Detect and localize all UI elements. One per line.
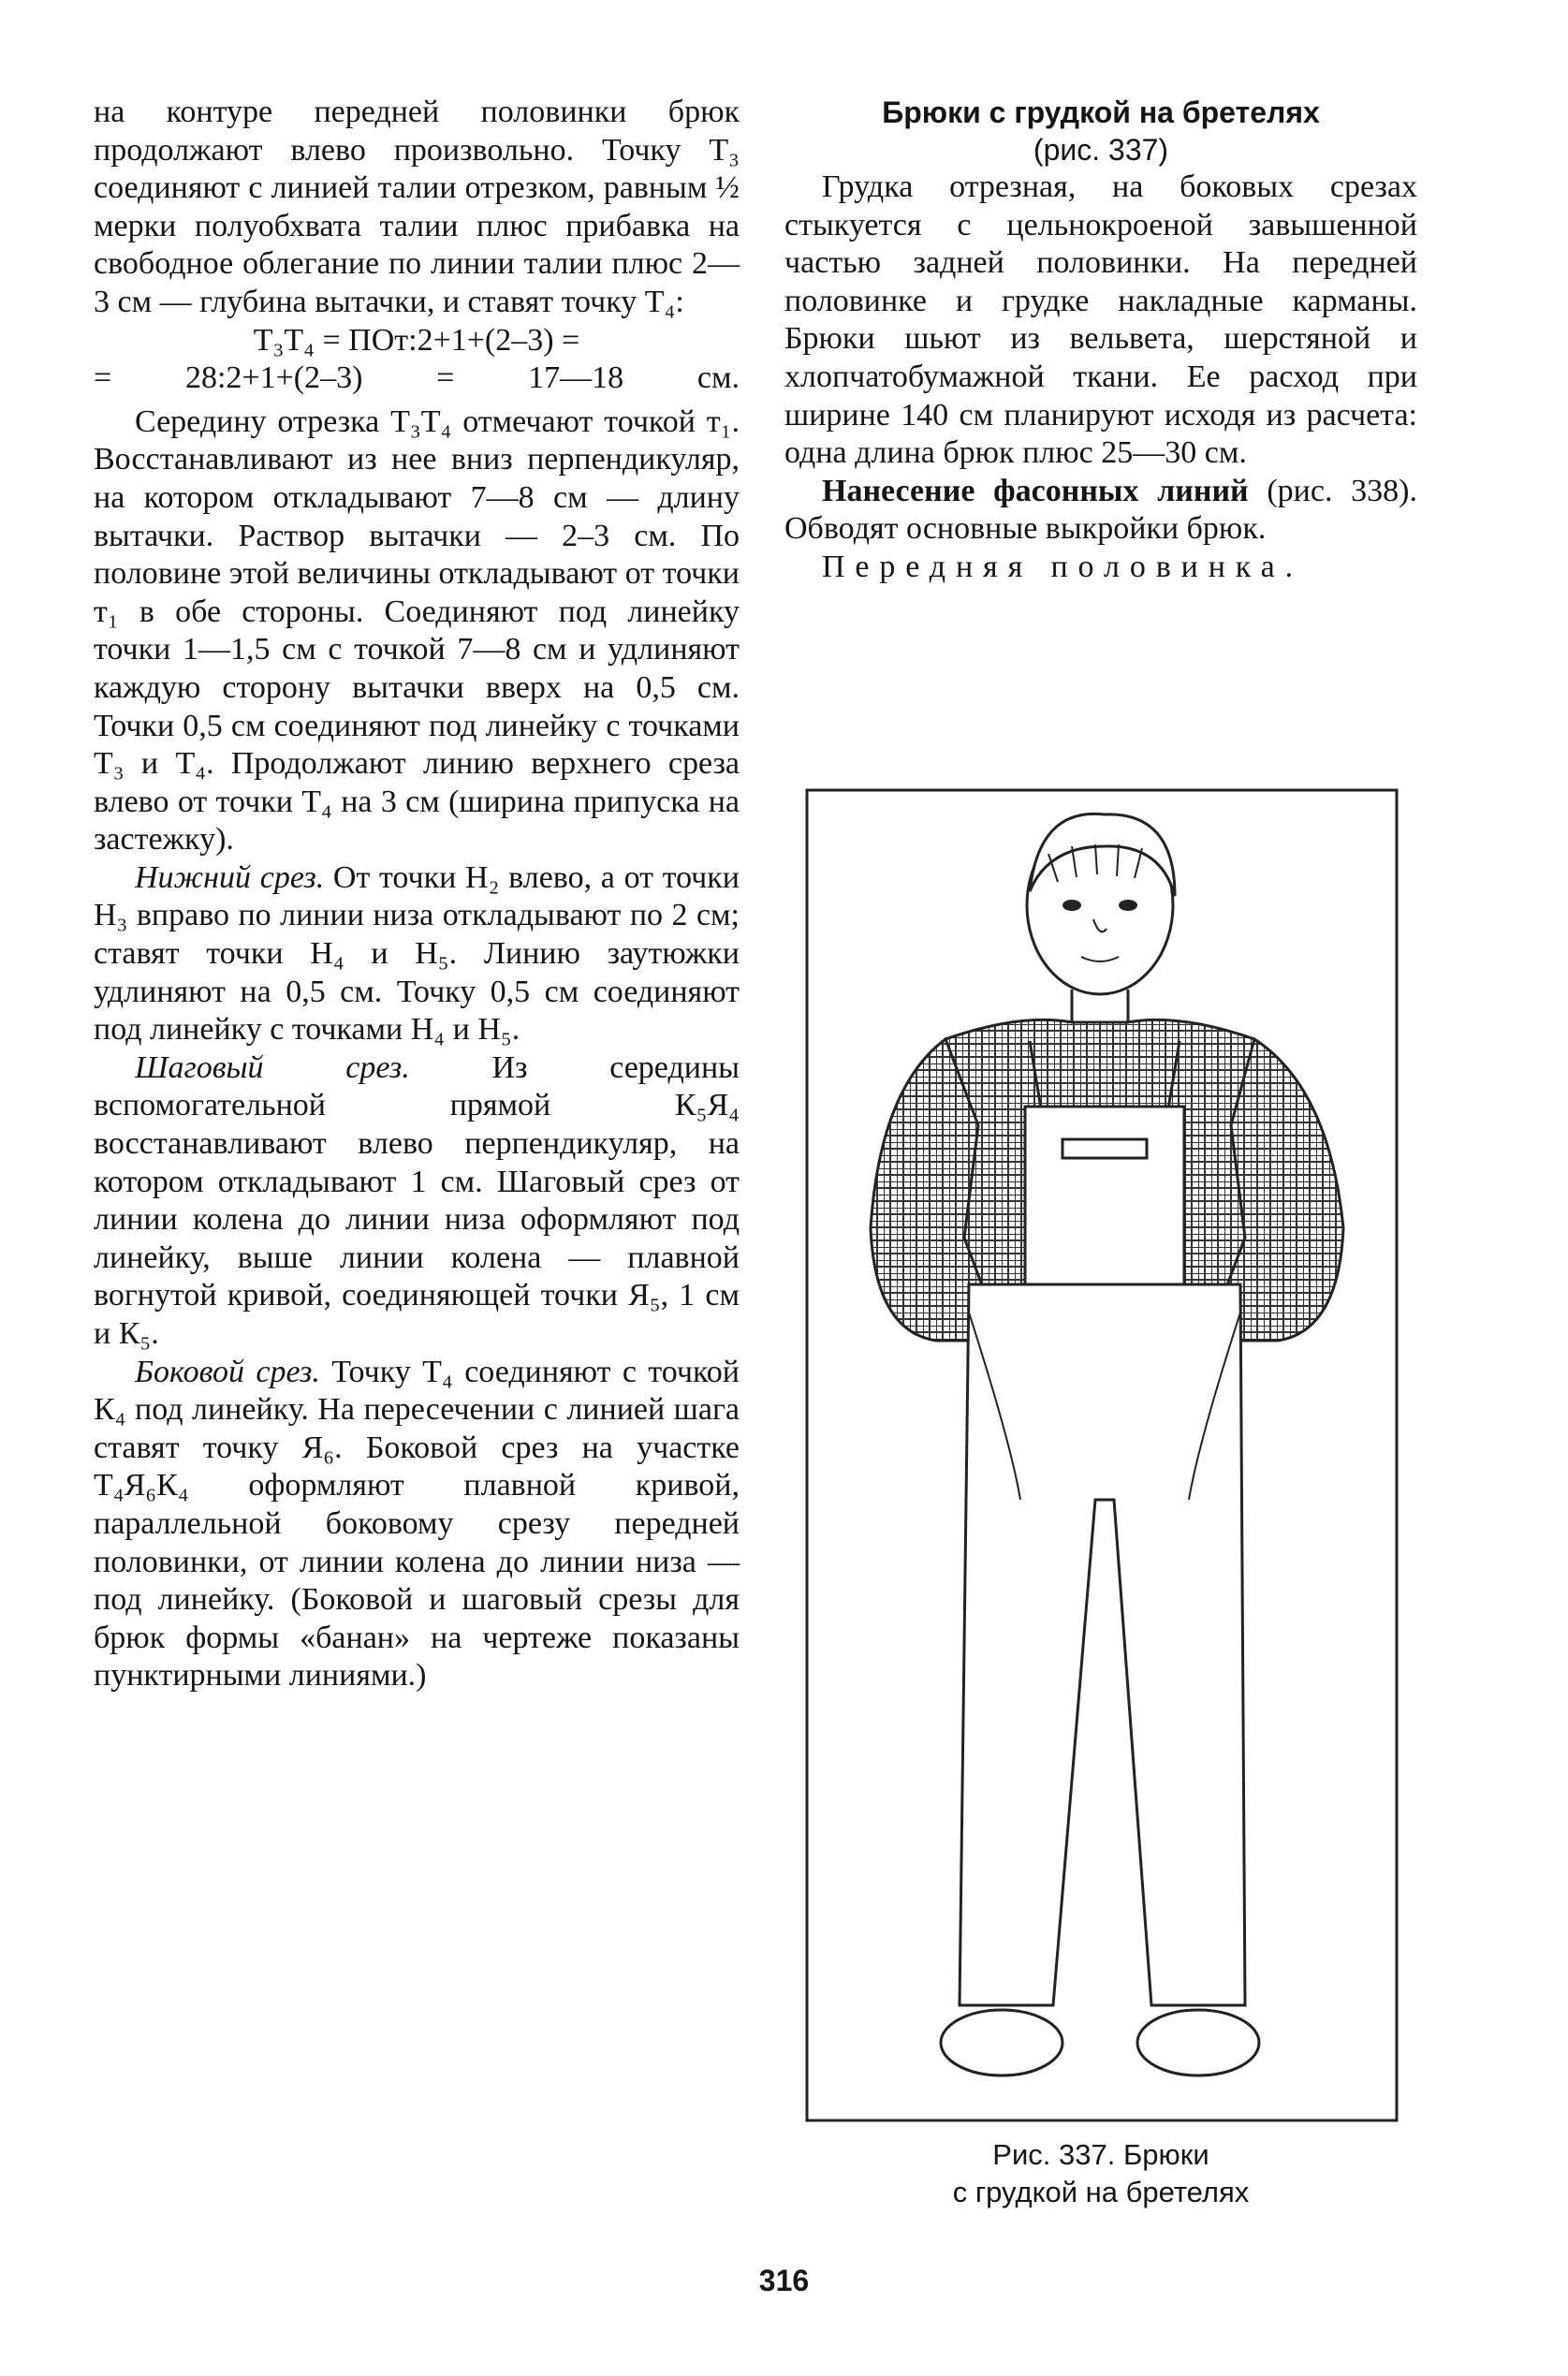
bib <box>1025 1107 1184 1284</box>
formula-line-2: = 28:2+1+(2–3) = 17—18 см. <box>94 360 740 396</box>
trousers <box>960 1284 1245 2005</box>
text-bottom-edge: От точки Н₂ влево, а от точки Н₃ вправо по линии низа откладывают по 2 см; ставят точки Н₄ и Н₅. Линию заутюжки удлиняют на 0,5 см. Точку 0,5 см соединяют под линейку с точками Н₄ и Н₅. <box>94 859 740 1048</box>
right-text-column <box>784 94 1417 587</box>
child-overalls-drawing <box>805 788 1399 2122</box>
bib-pocket <box>1062 1139 1147 1158</box>
paragraph-style-lines <box>784 473 1417 549</box>
formula-line-1: Т₃Т₄ = ПОт:2+1+(2–3) = <box>253 322 580 358</box>
paragraph-description: Грудка отрезная, на боковых срезах стыкуется с цельнокроеной завышенной частью задней половинки. На передней половинке и грудке накладные карманы. Брюки шьют из вельвета, шерстяной и хлопчатобумажной ткани. Ее расход при ширине 140 см планируют исходя из расчета: одна длина брюк плюс 25—30 см. <box>784 169 1417 471</box>
formula-block <box>94 322 740 398</box>
subheading-side-seam: Боковой срез. <box>135 1354 320 1389</box>
eye-left <box>1062 900 1081 911</box>
left-text-column <box>94 94 740 1695</box>
text-style-lines: (рис. 338). Обводят основные выкройки брюк. <box>784 473 1417 547</box>
subheading-style-lines: Нанесение фасонных линий <box>822 473 1249 508</box>
paragraph-bottom-edge <box>94 859 740 1049</box>
paragraph-side-seam <box>94 1354 740 1695</box>
paragraph-dart: Середину отрезка Т₃Т₄ отмечают точкой т₁. Восстанавливают из нее вниз перпендикуляр, на котором откладывают 7—8 см — длину вытачки. Раствор вытачки — 2–3 см. По половине этой величины откладывают от точки т₁ в обе стороны. Соединяют под линейку точки 1—1,5 см с точкой 7—8 см и удлиняют каждую сторону вытачки вверх на 0,5 см. Точки 0,5 см соединяют под линейку с точками Т₃ и Т₄. Продолжают линию верхнего среза влево от точки Т₄ на 3 см (ширина припуска на застежку). <box>94 403 740 858</box>
subheading-bottom-edge: Нижний срез. <box>135 859 325 895</box>
paragraph-inseam <box>94 1049 740 1354</box>
right-shoe <box>1137 2010 1259 2075</box>
section-heading-figure-ref: (рис. 337) <box>1033 133 1169 167</box>
caption-line-2: с грудкой на бретелях <box>952 2176 1250 2208</box>
left-shoe <box>941 2010 1062 2075</box>
figure-caption <box>784 2136 1417 2211</box>
text-inseam: Из середины вспомогательной прямой К₅Я₄ восстанавливают влево перпендикуляр, на котором откладывают 1 см. Шаговый срез от линии колена до линии низа оформляют под линейку, выше линии колена — плавной вогнутой кривой, соединяющей точки Я₅, 1 см и К₅. <box>94 1049 740 1351</box>
figure-337-illustration <box>805 788 1399 2122</box>
caption-line-1: Рис. 337. Брюки <box>992 2138 1209 2171</box>
subheading-front-half: Передняя половинка. <box>822 549 1304 584</box>
subheading-inseam: Шаговый срез. <box>135 1049 410 1085</box>
paragraph-continued: на контуре передней половинки брюк продолжают влево произвольно. Точку Т₃ соединяют с линией талии отрезком, равным ½ мерки полуобхвата талии плюс прибавка на свободное облегание по линии талии плюс 2—3 см — глубина вытачки, и ставят точку Т₄: <box>94 95 740 319</box>
section-heading: Брюки с грудкой на бретелях <box>882 95 1320 129</box>
eye-right <box>1119 900 1137 911</box>
page-number: 316 <box>758 2264 810 2297</box>
text-side-seam: Точку Т₄ соединяют с точкой К₄ под линейку. На пересечении с линией шага ставят точку Я₆. Боковой срез на участке Т₄Я₆К₄ оформляют плавной кривой, параллельной боковому срезу передней половинки, от линии колена до линии низа — под линейку. (Боковой и шаговый срезы для брюк формы «банан» на чертеже показаны пунктирными линиями.) <box>94 1354 740 1694</box>
